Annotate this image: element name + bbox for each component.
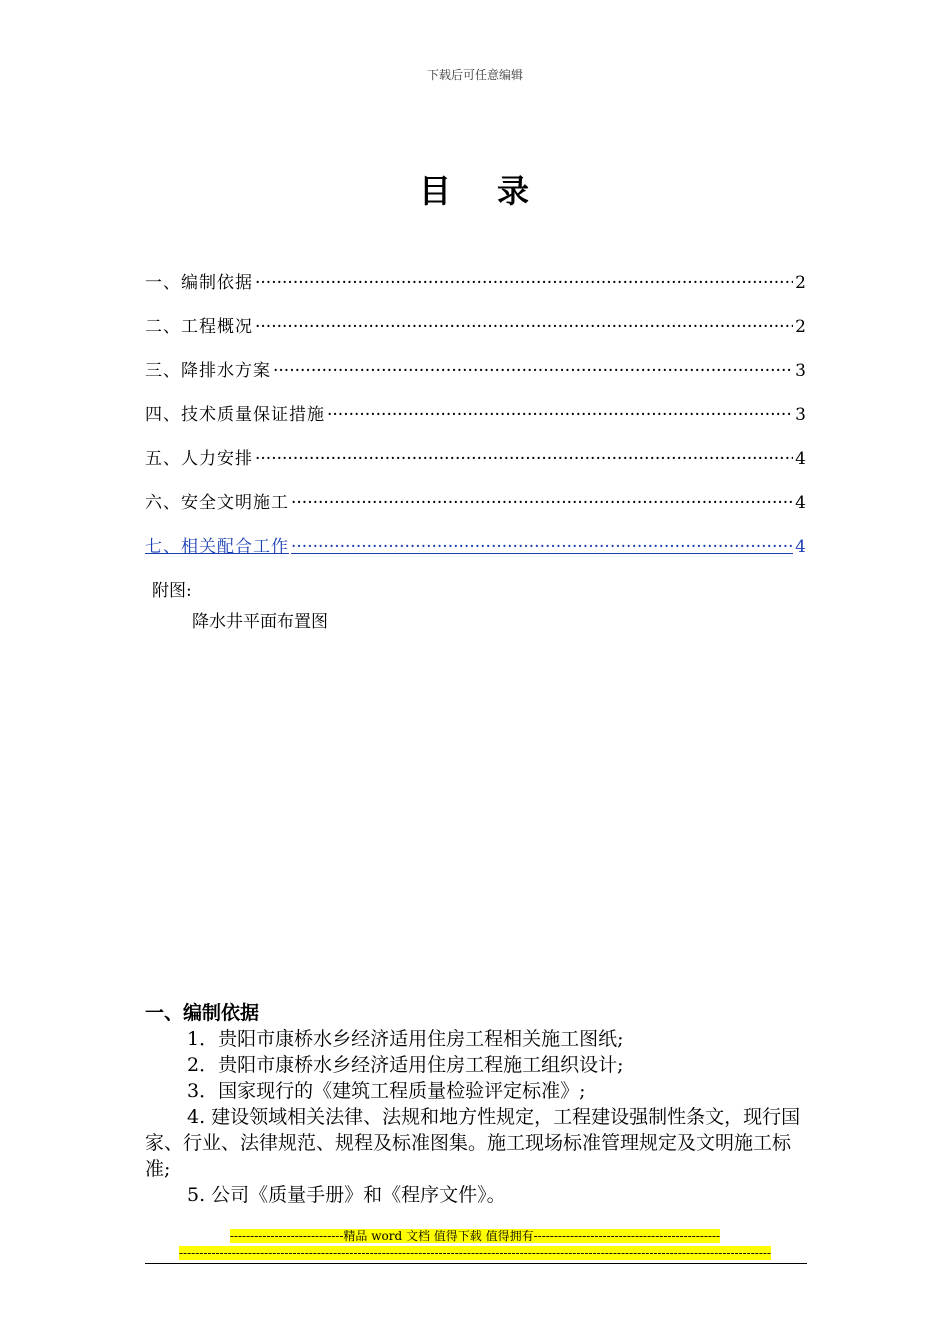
toc-entry-4[interactable] [145, 400, 807, 444]
toc-title [0, 166, 950, 212]
toc-entry-page: 3 [795, 361, 807, 381]
footer-rule [145, 1263, 807, 1264]
toc-dot-leader [255, 317, 793, 337]
toc-entry-page: 2 [795, 317, 807, 337]
table-of-contents [145, 268, 807, 576]
appendix-label: 附图: [152, 581, 192, 601]
toc-entry-1[interactable] [145, 268, 807, 312]
footer-line-2: -------------------------------------------------------------------------------------------------------------------------------------------------- [179, 1246, 771, 1260]
appendix [152, 576, 328, 632]
toc-entry-page: 3 [795, 405, 807, 425]
toc-entry-label: 三、降排水方案 [145, 361, 271, 381]
section-paragraph-4: 4. 建设领域相关法律、法规和地方性规定，工程建设强制性条文，现行国家、行业、法律规范、规程及标准图集。施工现场标准管理规定及文明施工标准; [145, 1106, 801, 1180]
header-note: 下载后可任意编辑 [426, 68, 523, 82]
appendix-item: 降水井平面布置图 [192, 612, 328, 632]
toc-entry-3[interactable] [145, 356, 807, 400]
toc-dot-leader [273, 361, 793, 381]
toc-entry-label: 六、安全文明施工 [145, 493, 289, 513]
toc-entry-2[interactable] [145, 312, 807, 356]
toc-dot-leader [327, 405, 793, 425]
section-paragraph-1: 1．贵阳市康桥水乡经济适用住房工程相关施工图纸; [187, 1028, 624, 1050]
toc-entry-label: 五、人力安排 [145, 449, 253, 469]
toc-entry-7-link[interactable] [145, 532, 807, 576]
toc-entry-label: 一、编制依据 [145, 273, 253, 293]
toc-entry-page: 4 [795, 449, 807, 469]
toc-entry-page: 4 [795, 493, 807, 513]
section-heading: 一、编制依据 [145, 1002, 260, 1024]
toc-entry-label: 四、技术质量保证措施 [145, 405, 325, 425]
toc-title-char-2: 录 [497, 172, 532, 210]
toc-dot-leader [291, 493, 793, 513]
toc-entry-page: 4 [795, 537, 807, 557]
section-basis [145, 1000, 807, 1208]
toc-dot-leader [255, 449, 793, 469]
toc-entry-label: 二、工程概况 [145, 317, 253, 337]
section-paragraph-5: 5. 公司《质量手册》和《程序文件》。 [187, 1184, 506, 1206]
toc-entry-6[interactable] [145, 488, 807, 532]
toc-entry-label: 七、相关配合工作 [145, 537, 289, 557]
toc-title-char-1: 目 [418, 172, 453, 210]
section-paragraph-3: 3．国家现行的《建筑工程质量检验评定标准》; [187, 1080, 586, 1102]
toc-dot-leader [255, 273, 793, 293]
toc-dot-leader [291, 537, 793, 557]
footer-banner [0, 1228, 950, 1262]
toc-entry-5[interactable] [145, 444, 807, 488]
toc-entry-page: 2 [795, 273, 807, 293]
footer-line-1: ----------------------------精品 word 文档 值得下载 值得拥有---------------------------------------------- [229, 1229, 721, 1243]
section-paragraph-2: 2．贵阳市康桥水乡经济适用住房工程施工组织设计; [187, 1054, 624, 1076]
